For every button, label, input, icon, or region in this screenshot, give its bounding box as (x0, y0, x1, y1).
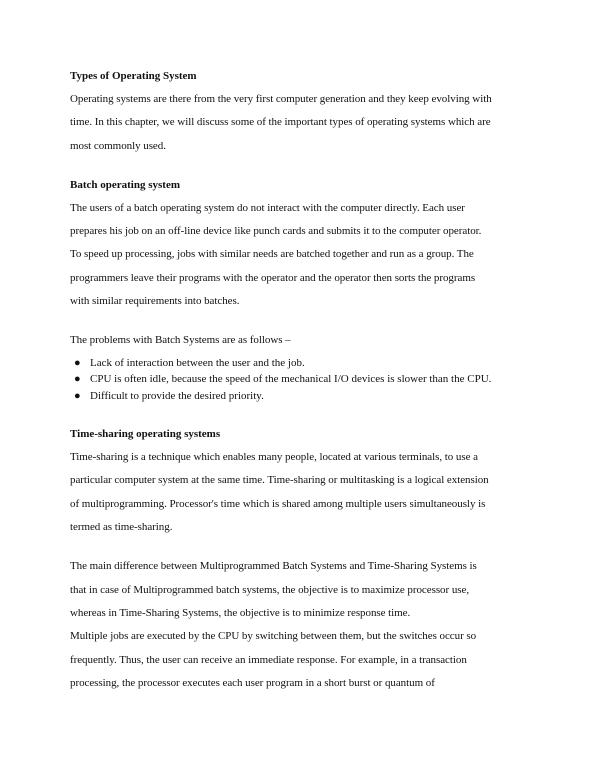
list-item-text: Difficult to provide the desired priority. (90, 389, 264, 402)
list-item (70, 388, 540, 405)
section-heading-timesharing: Time-sharing operating systems (70, 428, 221, 441)
text-line: Operating systems are there from the very first computer generation and they keep evolving with (70, 93, 492, 105)
text-line: most commonly used. (70, 139, 166, 152)
text-line: time. In this chapter, we will discuss some of the important types of operating systems which are (70, 116, 491, 129)
text-line: that in case of Multiprogrammed batch systems, the objective is to maximize processor use, (70, 583, 470, 596)
text-line: To speed up processing, jobs with similar needs are batched together and run as a group. The (70, 248, 474, 261)
section-body-types (70, 88, 540, 158)
text-line: of multiprogramming. Processor's time which is shared among multiple users simultaneously is (70, 497, 486, 510)
spacer (70, 404, 540, 426)
text-line: Time-sharing is a technique which enables many people, located at various terminals, to use a (70, 451, 478, 464)
section-heading-batch: Batch operating system (70, 178, 180, 191)
section-body-batch (70, 197, 540, 313)
list-item-text: CPU is often idle, because the speed of the mechanical I/O devices is slower than the CPU. (90, 373, 492, 386)
text-line: processing, the processor executes each user program in a short burst or quantum of (70, 676, 435, 689)
text-line: whereas in Time-Sharing Systems, the objective is to minimize response time. (70, 606, 411, 619)
list-item-text: Lack of interaction between the user and the job. (90, 356, 305, 369)
text-line: programmers leave their programs with the operator and the operator then sorts the programs (70, 271, 476, 284)
section-heading-types: Types of Operating System (70, 70, 197, 82)
text-line: with similar requirements into batches. (70, 295, 240, 308)
text-line: Multiple jobs are executed by the CPU by switching between them, but the switches occur so (70, 630, 477, 643)
text-line: termed as time-sharing. (70, 521, 173, 534)
list-item (70, 355, 540, 372)
spacer (70, 158, 540, 177)
text-line: prepares his job on an off-line device like punch cards and submits it to the computer operator. (70, 225, 482, 238)
text-line: particular computer system at the same time. Time-sharing or multitasking is a logical extension (70, 474, 489, 487)
problems-list (70, 355, 540, 405)
spacer (70, 539, 540, 555)
section-body-timesharing (70, 446, 540, 539)
text-line: frequently. Thus, the user can receive an immediate response. For example, in a transaction (70, 653, 467, 666)
bullet-icon: ● (74, 389, 81, 402)
bullet-icon: ● (74, 373, 81, 386)
text-line: The main difference between Multiprogrammed Batch Systems and Time-Sharing Systems is (70, 560, 477, 573)
bullet-icon: ● (74, 356, 81, 369)
list-item (70, 371, 540, 388)
problems-intro: The problems with Batch Systems are as follows – (70, 334, 291, 347)
spacer (70, 313, 540, 329)
section-body-difference (70, 555, 540, 695)
text-line: The users of a batch operating system do not interact with the computer directly. Each user (70, 201, 465, 214)
document-page (70, 68, 540, 695)
